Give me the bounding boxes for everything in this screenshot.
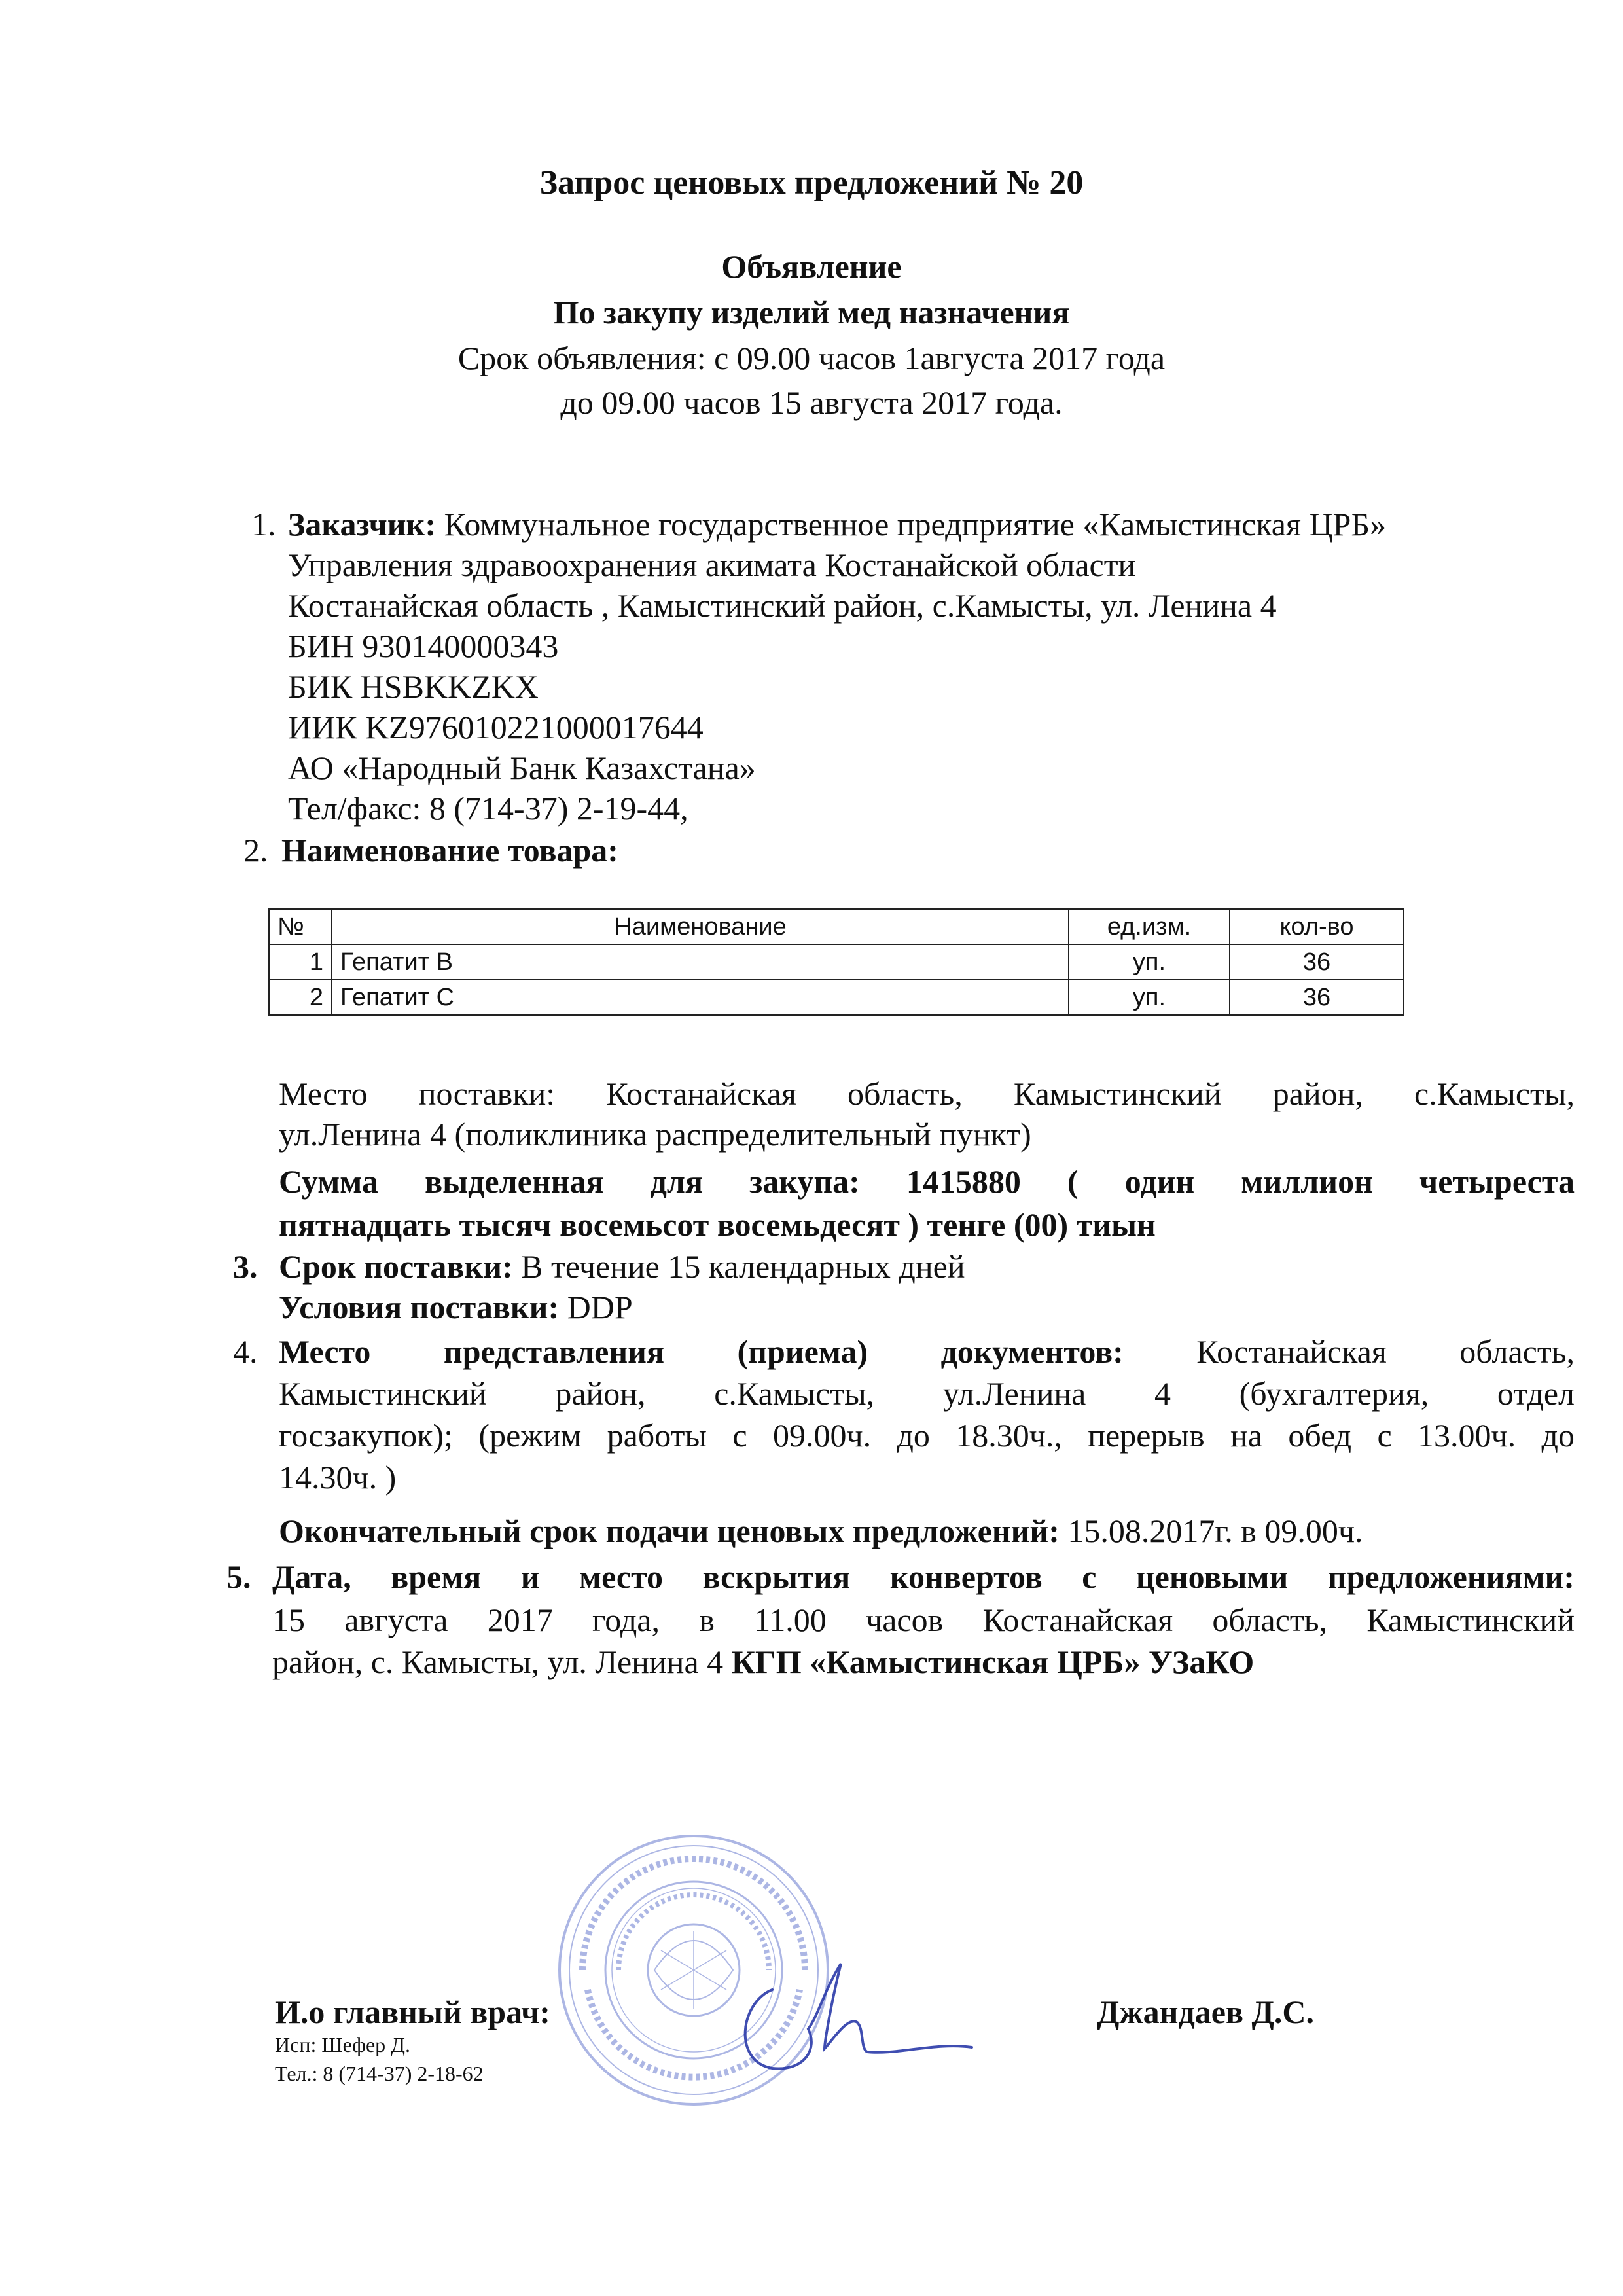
customer-iik: ИИК KZ976010221000017644 bbox=[288, 709, 704, 745]
table-cell: 2 bbox=[269, 980, 332, 1015]
documents-place-line2: Камыстинский район, с.Камысты, ул.Ленина 4 (бухгалтерия, отдел bbox=[279, 1375, 1575, 1412]
section5-number: 5. bbox=[226, 1558, 251, 1595]
customer-department: Управления здравоохранения акимата Костанайской области bbox=[288, 547, 1136, 583]
opening-organization: КГП «Камыстинская ЦРБ» УЗаКО bbox=[731, 1643, 1255, 1680]
delivery-term-value: В течение 15 календарных дней bbox=[512, 1248, 965, 1285]
table-header-cell: ед.изм. bbox=[1069, 909, 1230, 944]
customer-bik: БИК HSBKKZKX bbox=[288, 668, 539, 705]
goods-label: Наименование товара: bbox=[281, 832, 618, 869]
delivery-conditions bbox=[279, 1288, 633, 1326]
submission-deadline-value: 15.08.2017г. в 09.00ч. bbox=[1059, 1513, 1363, 1549]
table-header-cell: № bbox=[269, 909, 332, 944]
opening-line3 bbox=[272, 1643, 1254, 1681]
announcement-subject: По закупу изделий мед назначения bbox=[553, 294, 1070, 331]
table-row bbox=[269, 944, 1404, 980]
documents-place-line3: госзакупок); (режим работы с 09.00ч. до 18.30ч., перерыв на обед с 13.00ч. до bbox=[279, 1417, 1575, 1454]
signatory-name: Джандаев Д.С. bbox=[1097, 1994, 1314, 2030]
section1-number: 1. bbox=[251, 506, 276, 543]
delivery-place-line1: Место поставки: Костанайская область, Камыстинский район, с.Камысты, bbox=[279, 1075, 1575, 1112]
customer-bin: БИН 930140000343 bbox=[288, 628, 559, 664]
document-title: Запрос ценовых предложений № 20 bbox=[539, 164, 1084, 202]
purchase-sum-line2: пятнадцать тысяч восемьсот восемьдесят ) тенге (00) тиын bbox=[279, 1206, 1156, 1243]
customer-name: Коммунальное государственное предприятие «Камыстинская ЦРБ» bbox=[436, 506, 1387, 543]
delivery-conditions-value: DDP bbox=[559, 1289, 633, 1325]
customer-label: Заказчик: bbox=[288, 506, 437, 543]
documents-place-line4: 14.30ч. ) bbox=[279, 1459, 397, 1496]
goods-table bbox=[268, 908, 1404, 1016]
customer-phone: Тел/факс: 8 (714-37) 2-19-44, bbox=[288, 790, 688, 827]
submission-deadline-label: Окончательный срок подачи ценовых предложений: bbox=[279, 1513, 1060, 1549]
table-cell: Гепатит В bbox=[332, 944, 1069, 980]
table-cell: 36 bbox=[1230, 944, 1404, 980]
table-row bbox=[269, 980, 1404, 1015]
customer-address: Костанайская область , Камыстинский район, с.Камысты, ул. Ленина 4 bbox=[288, 587, 1277, 624]
purchase-sum-line1: Сумма выделенная для закупа: 1415880 ( один миллион четыреста bbox=[279, 1163, 1575, 1200]
table-header-cell: кол-во bbox=[1230, 909, 1404, 944]
handwritten-signature-icon bbox=[726, 1950, 975, 2081]
submission-deadline bbox=[279, 1512, 1363, 1550]
delivery-term bbox=[279, 1247, 965, 1285]
documents-place-label: Место представления (приема) документов: bbox=[279, 1333, 1124, 1370]
section2-number: 2. bbox=[243, 832, 268, 869]
executor-phone: Тел.: 8 (714-37) 2-18-62 bbox=[275, 2062, 484, 2085]
announcement-heading: Объявление bbox=[721, 248, 902, 285]
table-cell: 36 bbox=[1230, 980, 1404, 1015]
table-cell: уп. bbox=[1069, 944, 1230, 980]
customer-bank: АО «Народный Банк Казахстана» bbox=[288, 749, 756, 786]
documents-place-line1 bbox=[279, 1333, 1575, 1371]
table-cell: Гепатит С bbox=[332, 980, 1069, 1015]
opening-address: район, с. Камысты, ул. Ленина 4 bbox=[272, 1643, 732, 1680]
delivery-place-line2: ул.Ленина 4 (поликлиника распределительный пункт) bbox=[279, 1116, 1031, 1153]
table-cell: 1 bbox=[269, 944, 332, 980]
section4-number: 4. bbox=[233, 1333, 258, 1370]
delivery-conditions-label: Условия поставки: bbox=[279, 1289, 560, 1325]
opening-label: Дата, время и место вскрытия конвертов с ценовыми предложениями: bbox=[272, 1558, 1575, 1595]
executor-name: Исп: Шефер Д. bbox=[275, 2033, 410, 2056]
table-header-cell: Наименование bbox=[332, 909, 1069, 944]
announcement-period-line2: до 09.00 часов 15 августа 2017 года. bbox=[560, 384, 1063, 421]
documents-place-value: Костанайская область, bbox=[1123, 1333, 1575, 1370]
table-header-row bbox=[269, 909, 1404, 944]
opening-line2: 15 августа 2017 года, в 11.00 часов Костанайская область, Камыстинский bbox=[272, 1602, 1575, 1638]
section3-number: 3. bbox=[233, 1248, 258, 1285]
customer-line1 bbox=[288, 505, 1386, 543]
table-cell: уп. bbox=[1069, 980, 1230, 1015]
delivery-term-label: Срок поставки: bbox=[279, 1248, 513, 1285]
announcement-period-line1: Срок объявления: с 09.00 часов 1августа 2017 года bbox=[457, 340, 1166, 376]
signatory-position: И.о главный врач: bbox=[275, 1994, 550, 2030]
